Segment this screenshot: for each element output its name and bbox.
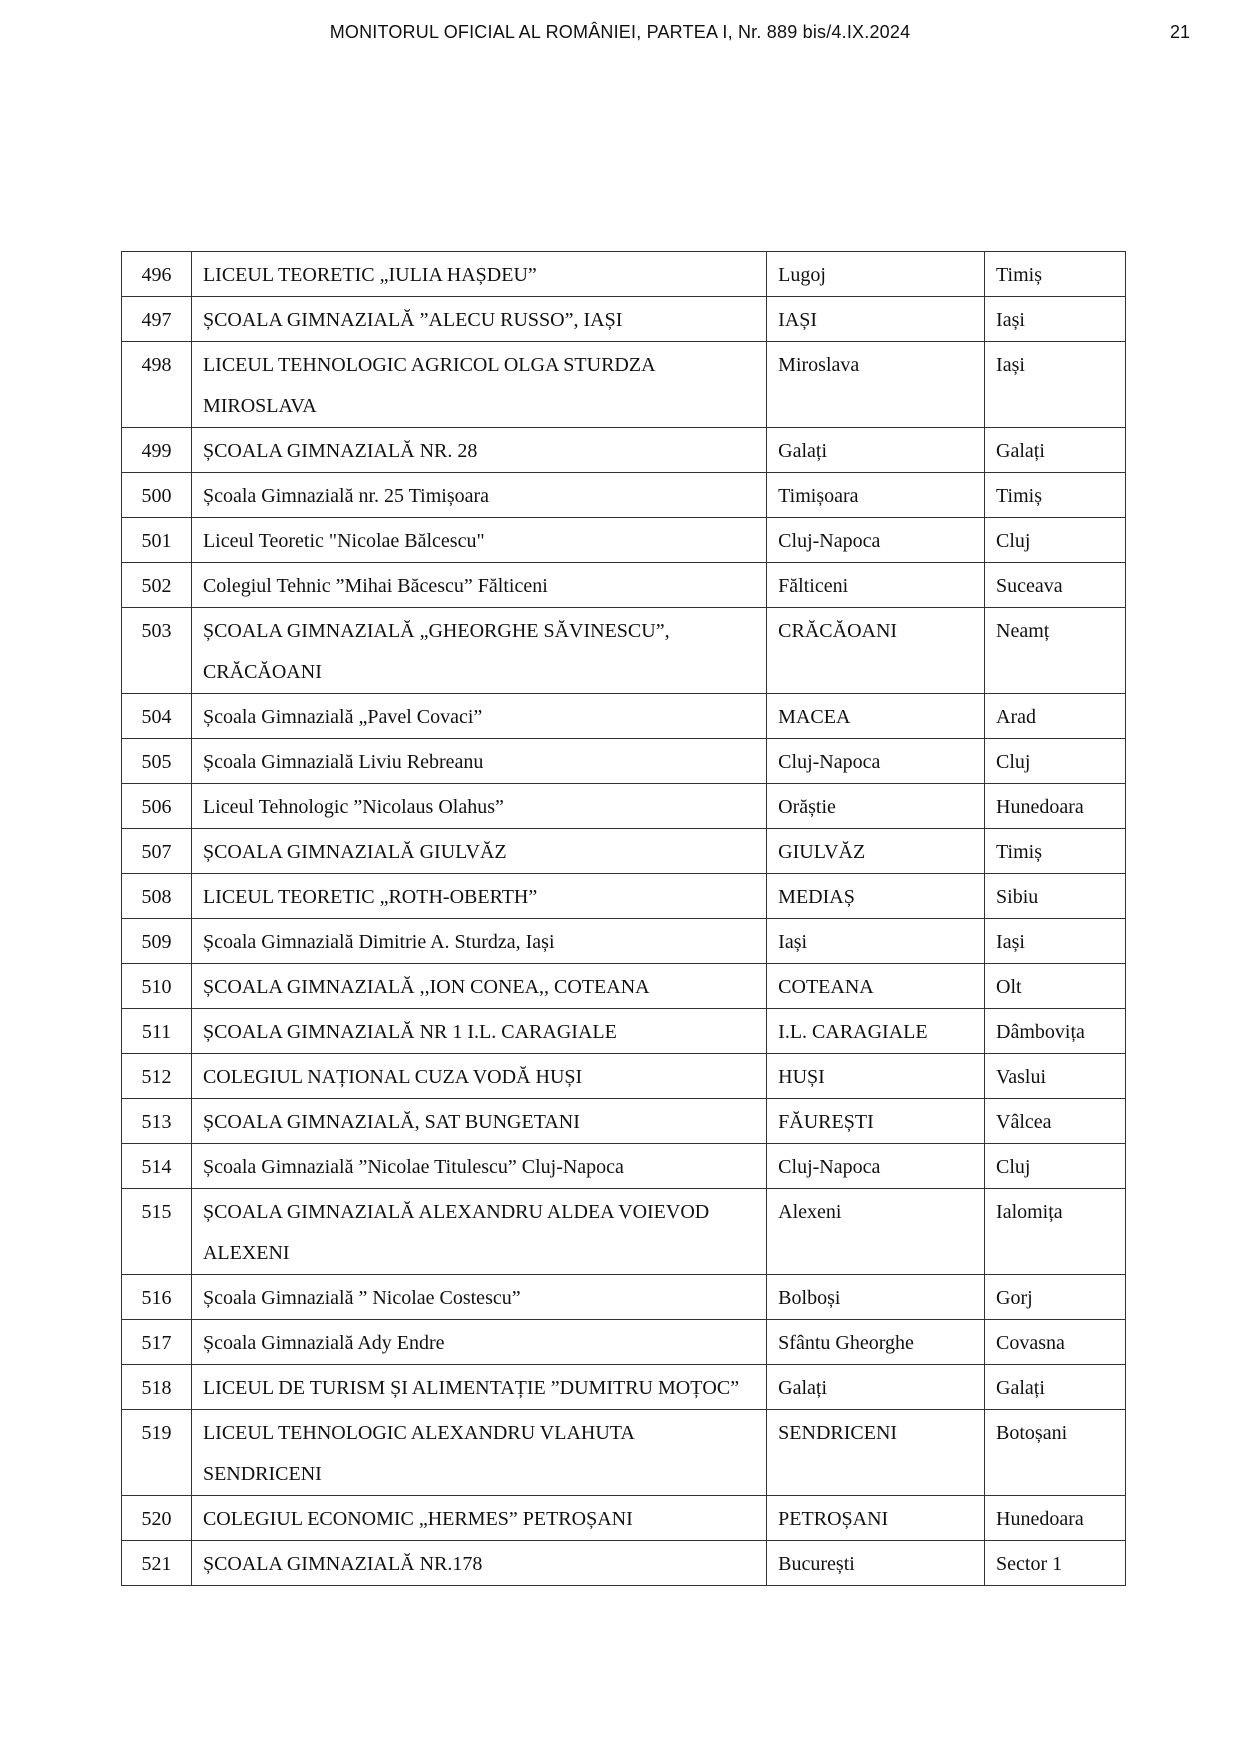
table-row bbox=[122, 252, 1126, 297]
county-cell: Botoșani bbox=[985, 1410, 1126, 1496]
row-number-cell: 513 bbox=[122, 1099, 192, 1144]
county-cell: Hunedoara bbox=[985, 1496, 1126, 1541]
table-row bbox=[122, 1275, 1126, 1320]
row-number-cell: 515 bbox=[122, 1189, 192, 1275]
table-row bbox=[122, 1099, 1126, 1144]
school-name-cell: Școala Gimnazială ” Nicolae Costescu” bbox=[191, 1275, 766, 1320]
school-name-cell: ȘCOALA GIMNAZIALĂ NR. 28 bbox=[191, 428, 766, 473]
locality-cell: HUȘI bbox=[767, 1054, 985, 1099]
row-number-cell: 501 bbox=[122, 518, 192, 563]
row-number-cell: 512 bbox=[122, 1054, 192, 1099]
table-row bbox=[122, 297, 1126, 342]
row-number-cell: 517 bbox=[122, 1320, 192, 1365]
row-number-cell: 511 bbox=[122, 1009, 192, 1054]
row-number-cell: 508 bbox=[122, 874, 192, 919]
locality-cell: Timișoara bbox=[767, 473, 985, 518]
school-name-cell: LICEUL TEORETIC „ROTH-OBERTH” bbox=[191, 874, 766, 919]
county-cell: Cluj bbox=[985, 1144, 1126, 1189]
county-cell: Galați bbox=[985, 1365, 1126, 1410]
row-number-cell: 504 bbox=[122, 694, 192, 739]
row-number-cell: 507 bbox=[122, 829, 192, 874]
locality-cell: MACEA bbox=[767, 694, 985, 739]
table-row bbox=[122, 518, 1126, 563]
row-number-cell: 500 bbox=[122, 473, 192, 518]
row-number-cell: 496 bbox=[122, 252, 192, 297]
school-name-cell: COLEGIUL NAȚIONAL CUZA VODĂ HUȘI bbox=[191, 1054, 766, 1099]
table-row bbox=[122, 829, 1126, 874]
school-name-cell: LICEUL TEHNOLOGIC AGRICOL OLGA STURDZA MIROSLAVA bbox=[191, 342, 766, 428]
row-number-cell: 502 bbox=[122, 563, 192, 608]
school-name-cell: LICEUL TEHNOLOGIC ALEXANDRU VLAHUTA SENDRICENI bbox=[191, 1410, 766, 1496]
county-cell: Iași bbox=[985, 297, 1126, 342]
county-cell: Dâmbovița bbox=[985, 1009, 1126, 1054]
table-row bbox=[122, 784, 1126, 829]
row-number-cell: 519 bbox=[122, 1410, 192, 1496]
row-number-cell: 520 bbox=[122, 1496, 192, 1541]
county-cell: Cluj bbox=[985, 518, 1126, 563]
county-cell: Galați bbox=[985, 428, 1126, 473]
locality-cell: Fălticeni bbox=[767, 563, 985, 608]
table-row bbox=[122, 1496, 1126, 1541]
county-cell: Olt bbox=[985, 964, 1126, 1009]
county-cell: Hunedoara bbox=[985, 784, 1126, 829]
table-row bbox=[122, 608, 1126, 694]
locality-cell: PETROȘANI bbox=[767, 1496, 985, 1541]
locality-cell: București bbox=[767, 1541, 985, 1586]
table-row bbox=[122, 1410, 1126, 1496]
locality-cell: Sfântu Gheorghe bbox=[767, 1320, 985, 1365]
county-cell: Timiș bbox=[985, 252, 1126, 297]
locality-cell: I.L. CARAGIALE bbox=[767, 1009, 985, 1054]
row-number-cell: 498 bbox=[122, 342, 192, 428]
locality-cell: CRĂCĂOANI bbox=[767, 608, 985, 694]
county-cell: Neamț bbox=[985, 608, 1126, 694]
county-cell: Sector 1 bbox=[985, 1541, 1126, 1586]
county-cell: Iași bbox=[985, 919, 1126, 964]
county-cell: Cluj bbox=[985, 739, 1126, 784]
locality-cell: IAȘI bbox=[767, 297, 985, 342]
locality-cell: Galați bbox=[767, 428, 985, 473]
locality-cell: Lugoj bbox=[767, 252, 985, 297]
locality-cell: COTEANA bbox=[767, 964, 985, 1009]
locality-cell: Galați bbox=[767, 1365, 985, 1410]
school-name-cell: ȘCOALA GIMNAZIALĂ GIULVĂZ bbox=[191, 829, 766, 874]
schools-table bbox=[121, 251, 1126, 1586]
county-cell: Iași bbox=[985, 342, 1126, 428]
table-row bbox=[122, 473, 1126, 518]
table-row bbox=[122, 1009, 1126, 1054]
school-name-cell: ȘCOALA GIMNAZIALĂ ”ALECU RUSSO”, IAȘI bbox=[191, 297, 766, 342]
row-number-cell: 516 bbox=[122, 1275, 192, 1320]
row-number-cell: 499 bbox=[122, 428, 192, 473]
table-row bbox=[122, 563, 1126, 608]
county-cell: Timiș bbox=[985, 829, 1126, 874]
school-name-cell: ȘCOALA GIMNAZIALĂ ,,ION CONEA,, COTEANA bbox=[191, 964, 766, 1009]
locality-cell: SENDRICENI bbox=[767, 1410, 985, 1496]
school-name-cell: ȘCOALA GIMNAZIALĂ NR 1 I.L. CARAGIALE bbox=[191, 1009, 766, 1054]
locality-cell: MEDIAȘ bbox=[767, 874, 985, 919]
school-name-cell: Școala Gimnazială Ady Endre bbox=[191, 1320, 766, 1365]
page-header-title: MONITORUL OFICIAL AL ROMÂNIEI, PARTEA I, Nr. 889 bis/4.IX.2024 bbox=[329, 22, 911, 42]
row-number-cell: 521 bbox=[122, 1541, 192, 1586]
table-row bbox=[122, 694, 1126, 739]
locality-cell: Cluj-Napoca bbox=[767, 518, 985, 563]
county-cell: Covasna bbox=[985, 1320, 1126, 1365]
table-row bbox=[122, 342, 1126, 428]
table-row bbox=[122, 428, 1126, 473]
table-row bbox=[122, 739, 1126, 784]
table-row bbox=[122, 919, 1126, 964]
table-row bbox=[122, 1054, 1126, 1099]
school-name-cell: Liceul Tehnologic ”Nicolaus Olahus” bbox=[191, 784, 766, 829]
table-row bbox=[122, 1189, 1126, 1275]
locality-cell: Cluj-Napoca bbox=[767, 739, 985, 784]
schools-table-body bbox=[122, 252, 1126, 1586]
row-number-cell: 518 bbox=[122, 1365, 192, 1410]
table-row bbox=[122, 1320, 1126, 1365]
table-row bbox=[122, 874, 1126, 919]
county-cell: Suceava bbox=[985, 563, 1126, 608]
school-name-cell: ȘCOALA GIMNAZIALĂ „GHEORGHE SĂVINESCU”, CRĂCĂOANI bbox=[191, 608, 766, 694]
locality-cell: Miroslava bbox=[767, 342, 985, 428]
school-name-cell: ȘCOALA GIMNAZIALĂ ALEXANDRU ALDEA VOIEVOD ALEXENI bbox=[191, 1189, 766, 1275]
school-name-cell: LICEUL TEORETIC „IULIA HAȘDEU” bbox=[191, 252, 766, 297]
row-number-cell: 514 bbox=[122, 1144, 192, 1189]
school-name-cell: Școala Gimnazială nr. 25 Timișoara bbox=[191, 473, 766, 518]
locality-cell: GIULVĂZ bbox=[767, 829, 985, 874]
school-name-cell: Colegiul Tehnic ”Mihai Băcescu” Fălticeni bbox=[191, 563, 766, 608]
row-number-cell: 497 bbox=[122, 297, 192, 342]
table-row bbox=[122, 1541, 1126, 1586]
county-cell: Vâlcea bbox=[985, 1099, 1126, 1144]
page-number: 21 bbox=[1169, 22, 1190, 42]
school-name-cell: Școala Gimnazială Dimitrie A. Sturdza, Iași bbox=[191, 919, 766, 964]
locality-cell: Orăștie bbox=[767, 784, 985, 829]
county-cell: Gorj bbox=[985, 1275, 1126, 1320]
locality-cell: Bolboși bbox=[767, 1275, 985, 1320]
county-cell: Ialomița bbox=[985, 1189, 1126, 1275]
row-number-cell: 506 bbox=[122, 784, 192, 829]
county-cell: Sibiu bbox=[985, 874, 1126, 919]
table-row bbox=[122, 964, 1126, 1009]
table-row bbox=[122, 1144, 1126, 1189]
school-name-cell: Liceul Teoretic "Nicolae Bălcescu" bbox=[191, 518, 766, 563]
locality-cell: Cluj-Napoca bbox=[767, 1144, 985, 1189]
school-name-cell: Școala Gimnazială Liviu Rebreanu bbox=[191, 739, 766, 784]
county-cell: Timiș bbox=[985, 473, 1126, 518]
school-name-cell: ȘCOALA GIMNAZIALĂ NR.178 bbox=[191, 1541, 766, 1586]
row-number-cell: 503 bbox=[122, 608, 192, 694]
row-number-cell: 509 bbox=[122, 919, 192, 964]
row-number-cell: 510 bbox=[122, 964, 192, 1009]
county-cell: Vaslui bbox=[985, 1054, 1126, 1099]
locality-cell: Iași bbox=[767, 919, 985, 964]
school-name-cell: LICEUL DE TURISM ȘI ALIMENTAȚIE ”DUMITRU MOȚOC” bbox=[191, 1365, 766, 1410]
row-number-cell: 505 bbox=[122, 739, 192, 784]
county-cell: Arad bbox=[985, 694, 1126, 739]
school-name-cell: ȘCOALA GIMNAZIALĂ, SAT BUNGETANI bbox=[191, 1099, 766, 1144]
school-name-cell: Școala Gimnazială ”Nicolae Titulescu” Cluj-Napoca bbox=[191, 1144, 766, 1189]
school-name-cell: COLEGIUL ECONOMIC „HERMES” PETROȘANI bbox=[191, 1496, 766, 1541]
locality-cell: Alexeni bbox=[767, 1189, 985, 1275]
locality-cell: FĂUREȘTI bbox=[767, 1099, 985, 1144]
table-row bbox=[122, 1365, 1126, 1410]
school-name-cell: Școala Gimnazială „Pavel Covaci” bbox=[191, 694, 766, 739]
